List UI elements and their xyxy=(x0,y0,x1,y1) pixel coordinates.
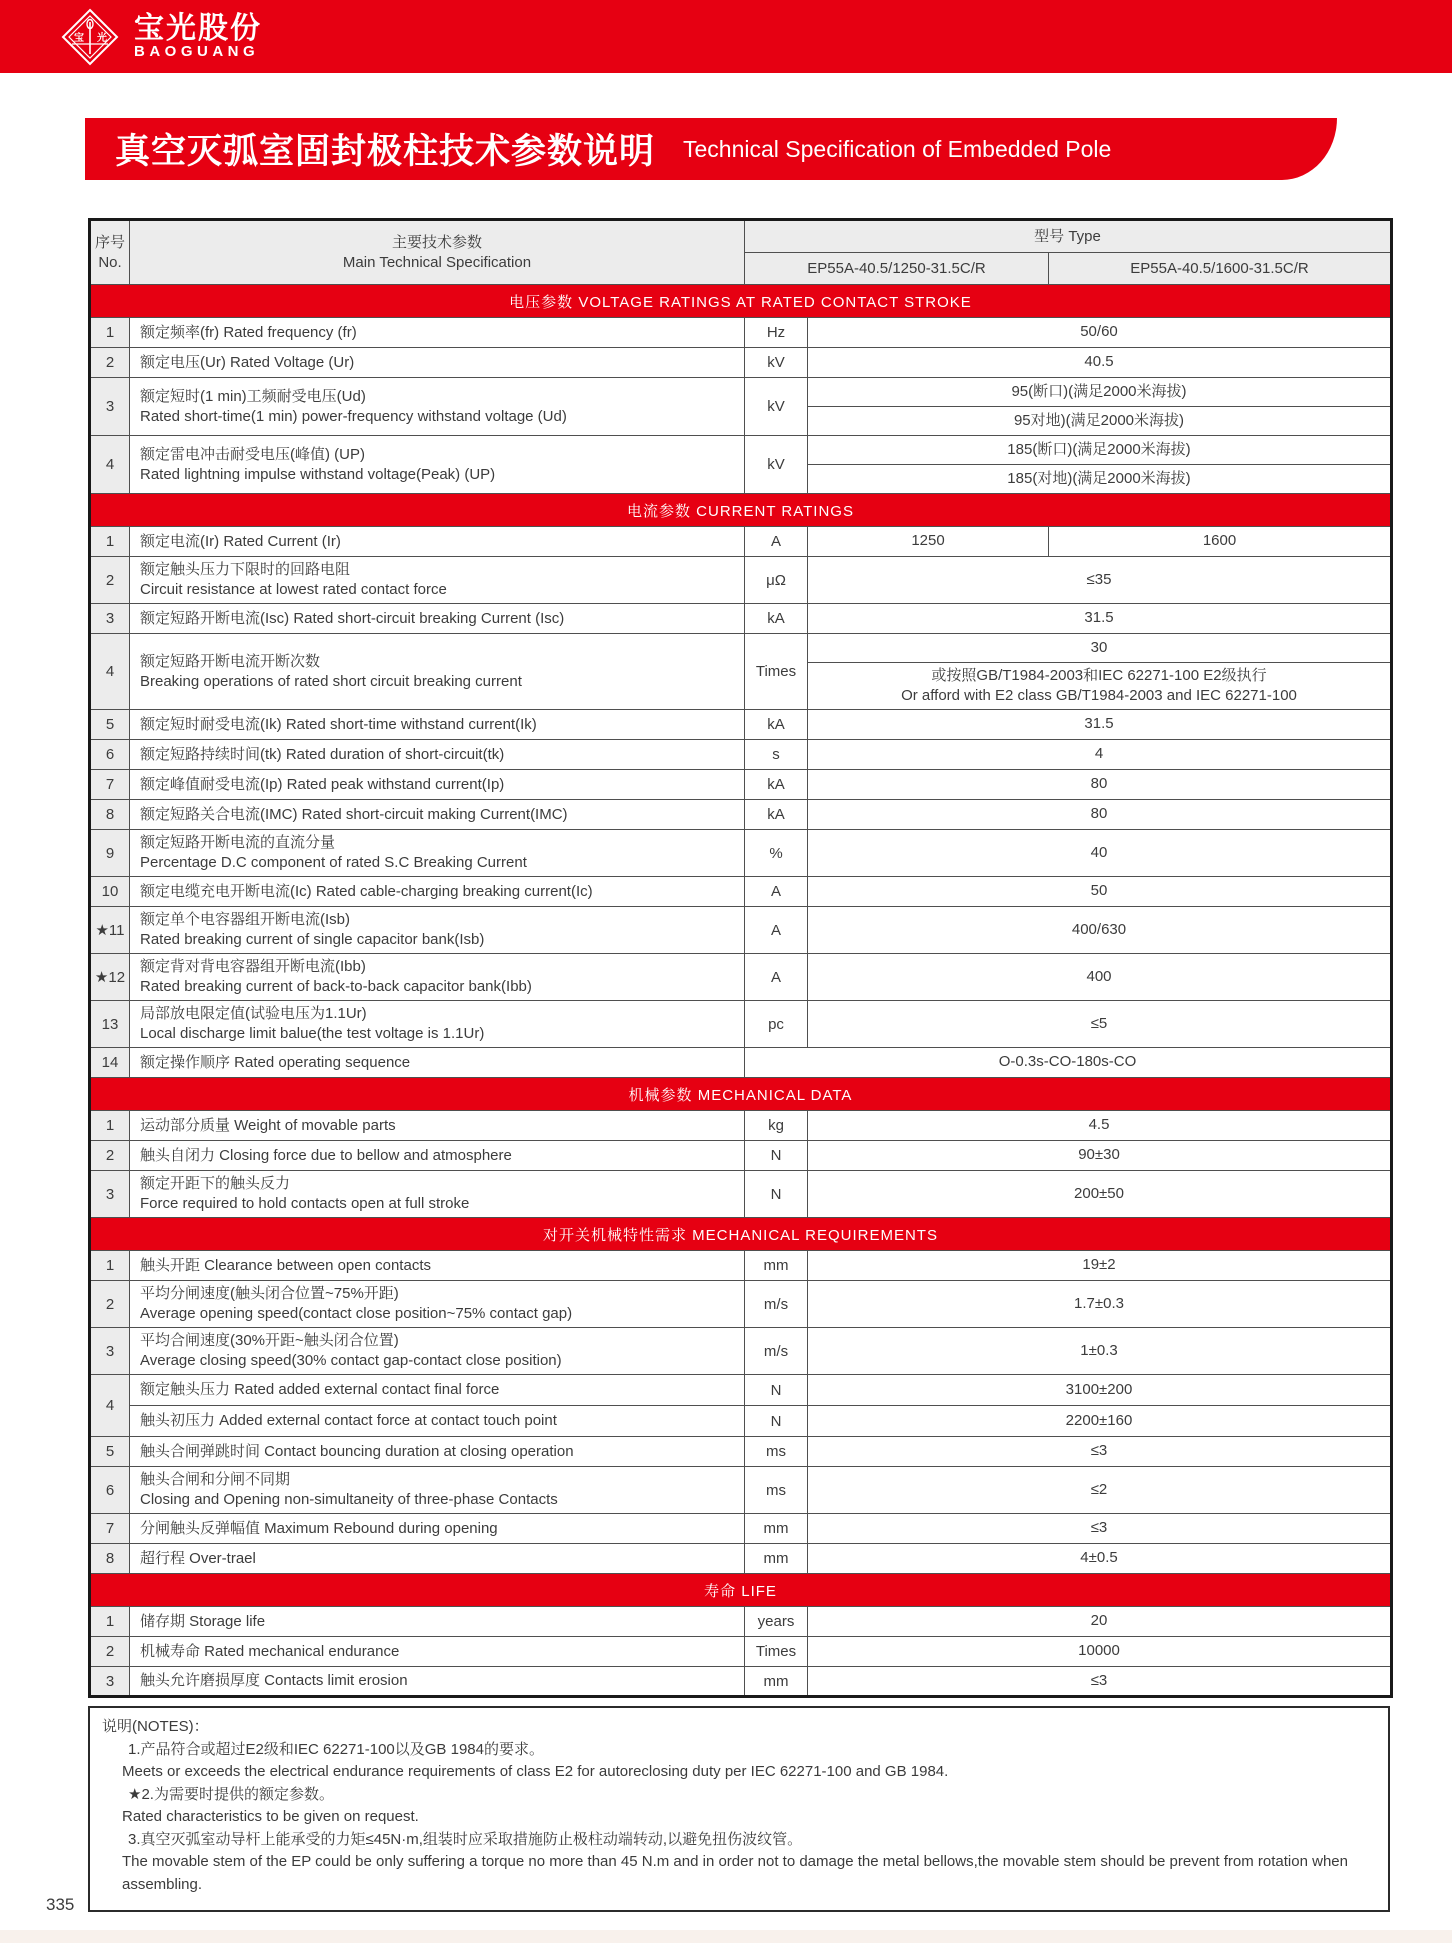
value-cell: 20 xyxy=(808,1607,1392,1637)
label-cell: 额定频率(fr) Rated frequency (fr) xyxy=(130,318,745,348)
text-line: 额定触头压力下限时的回路电阻 xyxy=(140,561,351,579)
label-cell xyxy=(130,1467,745,1514)
no-cell: 4 xyxy=(90,436,130,494)
no-cell: 1 xyxy=(90,527,130,557)
brand-name-cn: 宝光股份 xyxy=(134,11,262,45)
unit-cell: mm xyxy=(745,1251,808,1281)
value-cell: 80 xyxy=(808,770,1392,800)
table-row xyxy=(90,800,1392,830)
table-row xyxy=(90,634,1392,663)
brand-name-en: BAOGUANG xyxy=(134,43,260,60)
text-line: Or afford with E2 class GB/T1984-2003 and IEC 62271-100 xyxy=(901,687,1297,704)
no-cell: 3 xyxy=(90,1667,130,1697)
unit-cell: kV xyxy=(745,436,808,494)
text-line: 额定背对背电容器组开断电流(Ibb) xyxy=(140,958,366,976)
brand-text xyxy=(134,13,262,61)
label-cell xyxy=(130,907,745,954)
no-cell: 2 xyxy=(90,1281,130,1328)
value-cell: 40.5 xyxy=(808,348,1392,378)
note-line: ★2.为需要时提供的额定参数。 xyxy=(128,1785,334,1803)
page-title-cn: 真空灭弧室固封极柱技术参数说明 xyxy=(115,132,656,171)
label-cell: 机械寿命 Rated mechanical endurance xyxy=(130,1637,745,1667)
value-cell: ≤2 xyxy=(808,1467,1392,1514)
unit-cell: N xyxy=(745,1171,808,1218)
unit-cell: pc xyxy=(745,1001,808,1048)
unit-cell: m/s xyxy=(745,1328,808,1375)
unit-cell: A xyxy=(745,527,808,557)
no-cell: 1 xyxy=(90,318,130,348)
no-cell: 1 xyxy=(90,1251,130,1281)
note-line: 1.产品符合或超过E2级和IEC 62271-100以及GB 1984的要求。 xyxy=(128,1740,544,1758)
no-cell: 5 xyxy=(90,710,130,740)
label-cell: 额定电缆充电开断电流(Ic) Rated cable-charging breaking current(Ic) xyxy=(130,877,745,907)
no-cell: 4 xyxy=(90,1375,130,1437)
unit-cell: Times xyxy=(745,634,808,710)
label-cell: 额定短路关合电流(IMC) Rated short-circuit making Current(IMC) xyxy=(130,800,745,830)
table-row xyxy=(90,1111,1392,1141)
unit-cell: N xyxy=(745,1375,808,1406)
no-cell: 9 xyxy=(90,830,130,877)
label-cell xyxy=(130,557,745,604)
table-row xyxy=(90,877,1392,907)
no-cell: 6 xyxy=(90,1467,130,1514)
value-cell: 90±30 xyxy=(808,1141,1392,1171)
table-row xyxy=(90,1171,1392,1218)
label-cell: 额定短路持续时间(tk) Rated duration of short-circuit(tk) xyxy=(130,740,745,770)
value-cell: ≤3 xyxy=(808,1437,1392,1467)
text-line: 局部放电限定值(试验电压为1.1Ur) xyxy=(140,1005,367,1023)
table-row xyxy=(90,1001,1392,1048)
header-spec-cn: 主要技术参数 xyxy=(391,234,482,251)
value-cell: 10000 xyxy=(808,1637,1392,1667)
table-header-row xyxy=(90,220,1392,253)
text-line: Rated breaking current of back-to-back capacitor bank(Ibb) xyxy=(140,978,532,995)
value-cell: O-0.3s-CO-180s-CO xyxy=(745,1048,1392,1078)
unit-cell: N xyxy=(745,1406,808,1437)
text-line: 触头合闸和分闸不同期 xyxy=(140,1471,291,1489)
no-cell: 1 xyxy=(90,1607,130,1637)
no-cell: 14 xyxy=(90,1048,130,1078)
unit-cell: μΩ xyxy=(745,557,808,604)
value-cell: 1250 xyxy=(808,527,1049,557)
text-line: Rated breaking current of single capacitor bank(Isb) xyxy=(140,931,485,948)
value-cell: ≤3 xyxy=(808,1514,1392,1544)
label-cell: 运动部分质量 Weight of movable parts xyxy=(130,1111,745,1141)
text-line: Percentage D.C component of rated S.C Breaking Current xyxy=(140,854,527,871)
value-cell: 95(断口)(满足2000米海拔) xyxy=(808,378,1392,407)
unit-cell: kA xyxy=(745,800,808,830)
table-row xyxy=(90,318,1392,348)
header-model-2: EP55A-40.5/1600-31.5C/R xyxy=(1049,253,1392,285)
table-row xyxy=(90,1281,1392,1328)
text-line: 额定短路开断电流的直流分量 xyxy=(140,834,336,852)
unit-cell: kA xyxy=(745,770,808,800)
label-cell: 触头合闸弹跳时间 Contact bouncing duration at closing operation xyxy=(130,1437,745,1467)
header-spec-en: Main Technical Specification xyxy=(342,253,532,271)
table-row xyxy=(90,1514,1392,1544)
unit-cell: kV xyxy=(745,348,808,378)
section-bar-row xyxy=(90,285,1392,318)
table-row xyxy=(90,710,1392,740)
value-cell: 30 xyxy=(808,634,1392,663)
text-line: 额定短时(1 min)工频耐受电压(Ud) xyxy=(140,387,366,405)
section-bar-row xyxy=(90,1218,1392,1251)
label-cell xyxy=(130,954,745,1001)
text-line: 额定开距下的触头反力 xyxy=(140,1175,291,1193)
text-line: Local discharge limit balue(the test voltage is 1.1Ur) xyxy=(140,1025,485,1042)
note-line: Rated characteristics to be given on request. xyxy=(122,1808,419,1825)
label-cell xyxy=(130,436,745,494)
no-cell: 7 xyxy=(90,770,130,800)
table-row xyxy=(90,557,1392,604)
value-cell: ≤35 xyxy=(808,557,1392,604)
no-cell: 6 xyxy=(90,740,130,770)
unit-cell: years xyxy=(745,1607,808,1637)
label-cell: 触头自闭力 Closing force due to bellow and atmosphere xyxy=(130,1141,745,1171)
value-cell: 400 xyxy=(808,954,1392,1001)
label-cell xyxy=(130,830,745,877)
no-cell: 2 xyxy=(90,348,130,378)
no-cell: 13 xyxy=(90,1001,130,1048)
unit-cell: kA xyxy=(745,710,808,740)
header-spec-cell xyxy=(130,220,745,285)
table-row xyxy=(90,1467,1392,1514)
table-row xyxy=(90,1607,1392,1637)
top-header-band xyxy=(0,0,1452,73)
table-row xyxy=(90,770,1392,800)
table-row xyxy=(90,1544,1392,1574)
label-cell: 额定短时耐受电流(Ik) Rated short-time withstand current(Ik) xyxy=(130,710,745,740)
table-row xyxy=(90,1667,1392,1697)
no-cell: ★11 xyxy=(90,907,130,954)
value-cell: 200±50 xyxy=(808,1171,1392,1218)
table-row xyxy=(90,1406,1392,1437)
table-row xyxy=(90,907,1392,954)
value-cell: 1600 xyxy=(1049,527,1392,557)
table-row xyxy=(90,527,1392,557)
unit-cell: s xyxy=(745,740,808,770)
value-cell: ≤3 xyxy=(808,1667,1392,1697)
value-cell: 50 xyxy=(808,877,1392,907)
section-bar-row xyxy=(90,1574,1392,1607)
value-cell: 95对地)(满足2000米海拔) xyxy=(808,407,1392,436)
text-line: Closing and Opening non-simultaneity of three-phase Contacts xyxy=(140,1491,558,1508)
value-cell: ≤5 xyxy=(808,1001,1392,1048)
section-header: 机械参数 MECHANICAL DATA xyxy=(90,1078,1392,1111)
label-cell xyxy=(130,1001,745,1048)
unit-cell: A xyxy=(745,954,808,1001)
value-cell: 40 xyxy=(808,830,1392,877)
section-header: 电流参数 CURRENT RATINGS xyxy=(90,494,1392,527)
table-row xyxy=(90,436,1392,465)
unit-cell: A xyxy=(745,877,808,907)
value-cell: 185(对地)(满足2000米海拔) xyxy=(808,465,1392,494)
notes-box xyxy=(88,1706,1390,1912)
value-cell: 19±2 xyxy=(808,1251,1392,1281)
note-line: Meets or exceeds the electrical endurance requirements of class E2 for autoreclosing duty per IEC 62271-100 and GB 1984. xyxy=(122,1763,949,1780)
table-row xyxy=(90,378,1392,407)
page-title-en: Technical Specification of Embedded Pole xyxy=(683,135,1112,162)
unit-cell: A xyxy=(745,907,808,954)
header-type-cell: 型号 Type xyxy=(745,220,1392,253)
unit-cell: Times xyxy=(745,1637,808,1667)
baoguang-logo-icon xyxy=(60,8,120,66)
no-cell: 4 xyxy=(90,634,130,710)
no-cell: 3 xyxy=(90,604,130,634)
label-cell: 触头开距 Clearance between open contacts xyxy=(130,1251,745,1281)
table-row xyxy=(90,604,1392,634)
value-cell: 4.5 xyxy=(808,1111,1392,1141)
value-cell: 4±0.5 xyxy=(808,1544,1392,1574)
label-cell xyxy=(130,1328,745,1375)
label-cell: 储存期 Storage life xyxy=(130,1607,745,1637)
table-row xyxy=(90,1328,1392,1375)
no-cell: 2 xyxy=(90,1141,130,1171)
table-row xyxy=(90,740,1392,770)
text-line: 额定雷电冲击耐受电压(峰值) (UP) xyxy=(140,445,365,463)
no-cell: 10 xyxy=(90,877,130,907)
notes-heading: 说明(NOTES)： xyxy=(102,1718,209,1735)
no-cell: 2 xyxy=(90,557,130,604)
no-cell: 3 xyxy=(90,1171,130,1218)
header-no-en: No. xyxy=(98,253,122,271)
value-cell: 31.5 xyxy=(808,604,1392,634)
label-cell: 触头允许磨损厚度 Contacts limit erosion xyxy=(130,1667,745,1697)
unit-cell: ms xyxy=(745,1437,808,1467)
text-line: 额定短路开断电流开断次数 xyxy=(140,652,321,670)
header-no-cell xyxy=(90,220,130,285)
no-cell: 2 xyxy=(90,1637,130,1667)
unit-cell: mm xyxy=(745,1514,808,1544)
spec-table-head xyxy=(90,220,1392,285)
label-cell: 额定操作顺序 Rated operating sequence xyxy=(130,1048,745,1078)
section-bar-row xyxy=(90,1078,1392,1111)
text-line: 平均分闸速度(触头闭合位置~75%开距) xyxy=(140,1285,399,1303)
label-cell: 额定电流(Ir) Rated Current (Ir) xyxy=(130,527,745,557)
no-cell: ★12 xyxy=(90,954,130,1001)
table-row xyxy=(90,954,1392,1001)
value-cell: 185(断口)(满足2000米海拔) xyxy=(808,436,1392,465)
unit-cell: kg xyxy=(745,1111,808,1141)
section-bar-row xyxy=(90,494,1392,527)
note-line: 3.真空灭弧室动导杆上能承受的力矩≤45N·m,组装时应采取措施防止极柱动端转动,以避免扭伤波纹管。 xyxy=(128,1830,803,1848)
no-cell: 3 xyxy=(90,1328,130,1375)
unit-cell: mm xyxy=(745,1544,808,1574)
value-cell: 1.7±0.3 xyxy=(808,1281,1392,1328)
text-line: 或按照GB/T1984-2003和IEC 62271-100 E2级执行 xyxy=(931,666,1267,684)
unit-cell: % xyxy=(745,830,808,877)
text-line: Breaking operations of rated short circuit breaking current xyxy=(140,672,522,690)
label-cell: 额定短路开断电流(Isc) Rated short-circuit breaking Current (Isc) xyxy=(130,604,745,634)
text-line: Rated short-time(1 min) power-frequency withstand voltage (Ud) xyxy=(140,407,567,425)
unit-cell: mm xyxy=(745,1667,808,1697)
table-row xyxy=(90,1251,1392,1281)
label-cell xyxy=(130,1281,745,1328)
value-cell: 400/630 xyxy=(808,907,1392,954)
unit-cell: kV xyxy=(745,378,808,436)
text-line: Average closing speed(30% contact gap-contact close position) xyxy=(140,1352,562,1369)
no-cell: 8 xyxy=(90,800,130,830)
text-line: Circuit resistance at lowest rated contact force xyxy=(140,581,447,598)
no-cell: 1 xyxy=(90,1111,130,1141)
value-cell: 1±0.3 xyxy=(808,1328,1392,1375)
table-row xyxy=(90,348,1392,378)
section-header: 电压参数 VOLTAGE RATINGS AT RATED CONTACT STROKE xyxy=(90,285,1392,318)
no-cell: 7 xyxy=(90,1514,130,1544)
page-number: 335 xyxy=(46,1895,75,1914)
no-cell: 3 xyxy=(90,378,130,436)
value-cell: 4 xyxy=(808,740,1392,770)
text-line: Average opening speed(contact close position~75% contact gap) xyxy=(140,1305,573,1322)
page-title-banner xyxy=(85,118,1337,180)
table-row xyxy=(90,1141,1392,1171)
label-cell: 触头初压力 Added external contact force at contact touch point xyxy=(130,1406,745,1437)
value-cell: 3100±200 xyxy=(808,1375,1392,1406)
no-cell: 5 xyxy=(90,1437,130,1467)
header-model-1: EP55A-40.5/1250-31.5C/R xyxy=(745,253,1049,285)
section-header: 寿命 LIFE xyxy=(90,1574,1392,1607)
text-line: 平均合闸速度(30%开距~触头闭合位置) xyxy=(140,1332,399,1350)
svg-text:宝: 宝 xyxy=(74,32,84,44)
label-cell xyxy=(130,634,745,710)
table-row xyxy=(90,1048,1392,1078)
table-row xyxy=(90,1375,1392,1406)
svg-text:光: 光 xyxy=(97,32,107,44)
notes-lines xyxy=(102,1739,1372,1897)
spec-table-wrap xyxy=(88,218,1390,1698)
spec-table xyxy=(88,218,1393,1698)
text-line: Rated lightning impulse withstand voltage(Peak) (UP) xyxy=(140,465,496,483)
unit-cell: N xyxy=(745,1141,808,1171)
value-cell: 80 xyxy=(808,800,1392,830)
header-no-cn: 序号 xyxy=(94,234,125,251)
value-cell: 50/60 xyxy=(808,318,1392,348)
unit-cell: ms xyxy=(745,1467,808,1514)
text-line: Force required to hold contacts open at full stroke xyxy=(140,1195,470,1212)
spec-table-body xyxy=(90,285,1392,1697)
no-cell: 8 xyxy=(90,1544,130,1574)
label-cell xyxy=(130,378,745,436)
table-row xyxy=(90,830,1392,877)
value-cell xyxy=(808,663,1392,710)
label-cell xyxy=(130,1171,745,1218)
label-cell: 额定峰值耐受电流(Ip) Rated peak withstand current(Ip) xyxy=(130,770,745,800)
value-cell: 2200±160 xyxy=(808,1406,1392,1437)
label-cell: 分闸触头反弹幅值 Maximum Rebound during opening xyxy=(130,1514,745,1544)
unit-cell: Hz xyxy=(745,318,808,348)
text-line: 额定单个电容器组开断电流(Isb) xyxy=(140,911,351,929)
unit-cell: m/s xyxy=(745,1281,808,1328)
label-cell: 额定电压(Ur) Rated Voltage (Ur) xyxy=(130,348,745,378)
value-cell: 31.5 xyxy=(808,710,1392,740)
note-line: The movable stem of the EP could be only suffering a torque no more than 45 N.m and in order not to damage the metal bellows,the movable stem should be prevent from rotation when assembling. xyxy=(122,1853,1348,1893)
section-header: 对开关机械特性需求 MECHANICAL REQUIREMENTS xyxy=(90,1218,1392,1251)
table-row xyxy=(90,1437,1392,1467)
bottom-strip xyxy=(0,1930,1452,1943)
table-row xyxy=(90,1637,1392,1667)
unit-cell: kA xyxy=(745,604,808,634)
brand-logo xyxy=(60,8,262,66)
label-cell: 超行程 Over-trael xyxy=(130,1544,745,1574)
label-cell: 额定触头压力 Rated added external contact final force xyxy=(130,1375,745,1406)
